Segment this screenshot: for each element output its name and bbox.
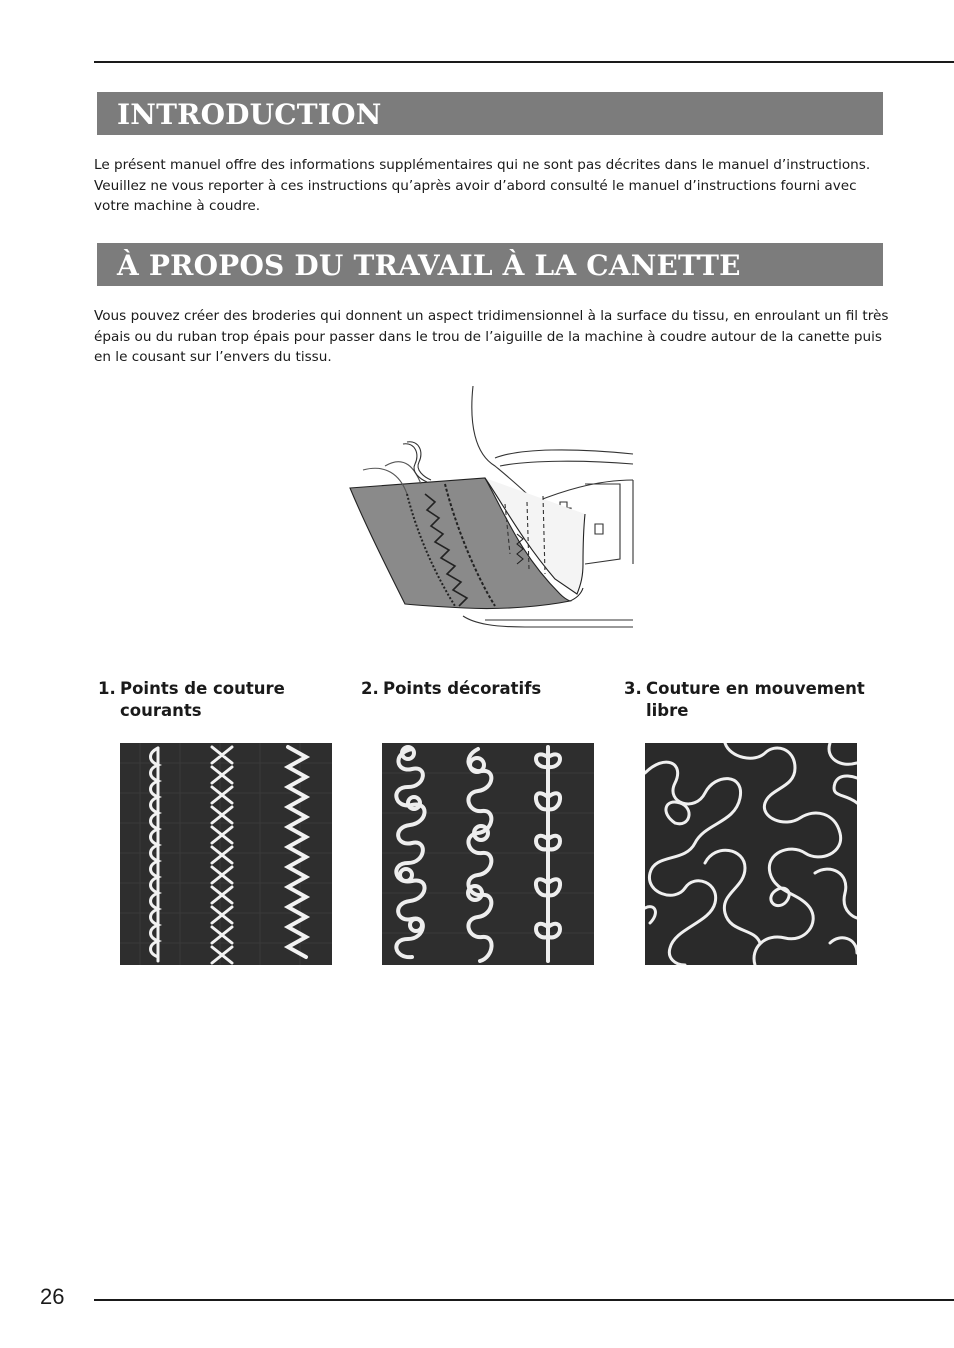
example-number: 1. <box>98 679 116 698</box>
example-label-line: Couture en mouvement <box>646 679 865 698</box>
example-label-line: Points décoratifs <box>383 679 542 698</box>
example-label-line: Points de couture <box>120 679 285 698</box>
example-label-line: libre <box>646 701 689 720</box>
example-label <box>646 678 865 722</box>
text-line: en le cousant sur l’envers du tissu. <box>94 349 332 365</box>
page-number: 26 <box>40 1284 65 1309</box>
photo-utility-stitches <box>120 743 332 965</box>
bobbin-paragraph <box>94 306 889 368</box>
intro-paragraph <box>94 155 884 217</box>
section-heading-bobbin-work: À PROPOS DU TRAVAIL À LA CANETTE <box>97 243 883 286</box>
photo-decorative-stitches <box>382 743 594 965</box>
text-line: Veuillez ne vous reporter à ces instructions qu’après avoir d’abord consulté le manuel d’instructions fourni avec <box>94 177 857 194</box>
text-line: Vous pouvez créer des broderies qui donnent un aspect tridimensionnel à la surface du tissu, en enroulant un fil très <box>94 308 889 324</box>
photo-free-motion-stitching <box>645 743 857 965</box>
bottom-rule <box>94 1299 954 1301</box>
text-line: épais ou du ruban trop épais pour passer dans le trou de l’aiguille de la machine à coudre autour de la canette puis <box>94 328 882 345</box>
example-label-line: courants <box>120 701 202 720</box>
example-number: 2. <box>361 679 379 698</box>
sewing-machine-illustration <box>345 384 635 634</box>
top-rule <box>94 61 954 63</box>
example-number: 3. <box>624 679 642 698</box>
section-heading-introduction: INTRODUCTION <box>97 92 883 135</box>
text-line: votre machine à coudre. <box>94 198 261 214</box>
text-line: Le présent manuel offre des informations supplémentaires qui ne sont pas décrites dans le manuel d’instructions. <box>94 157 871 173</box>
example-label <box>120 678 285 722</box>
example-label <box>383 678 541 700</box>
